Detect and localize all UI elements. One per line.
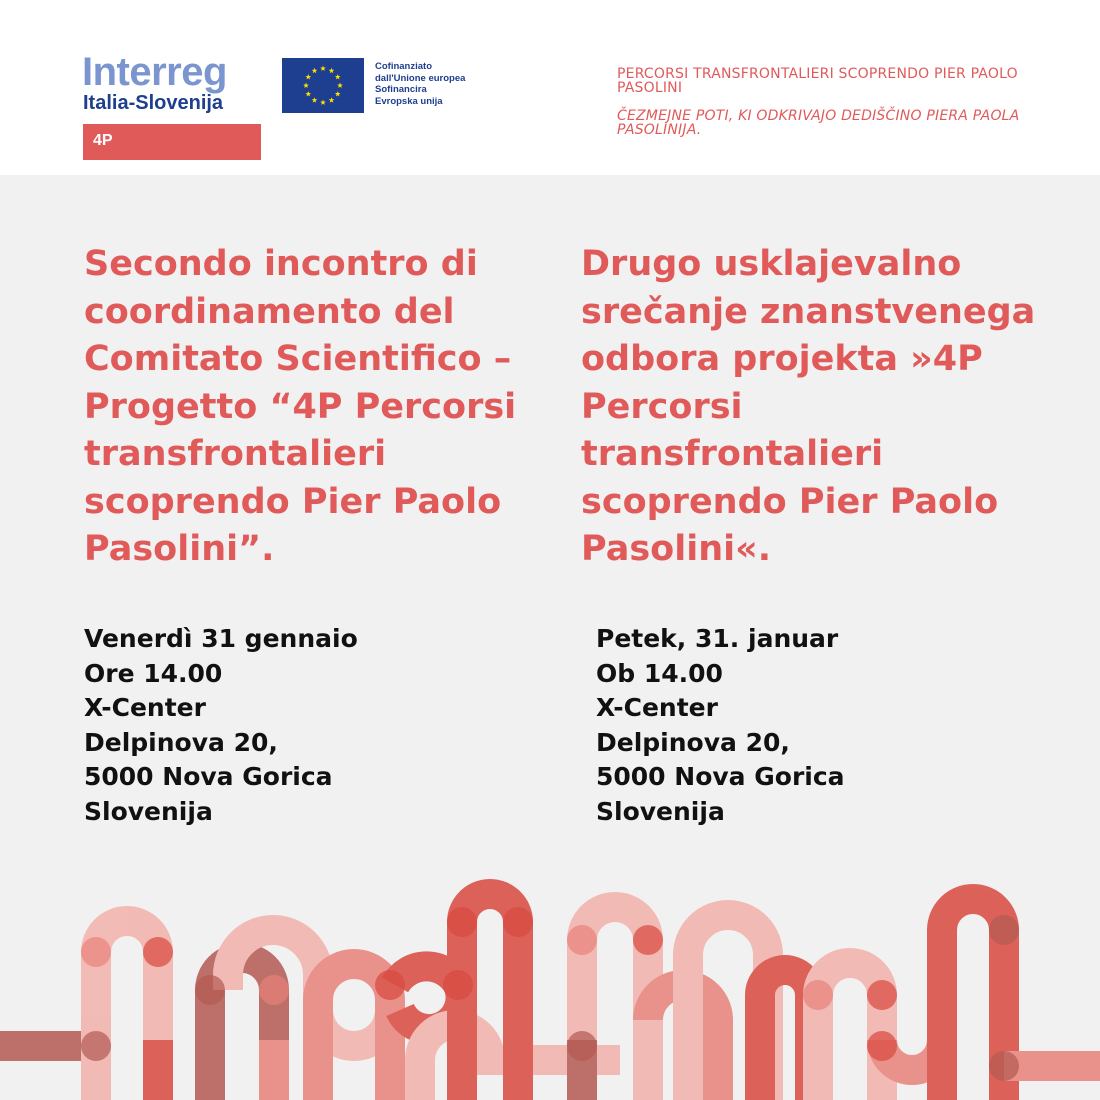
event-date: Venerdì 31 gennaio xyxy=(84,624,358,653)
event-time: Ob 14.00 xyxy=(596,658,723,688)
winding-path-graphic xyxy=(0,860,1100,1100)
path-segment xyxy=(760,970,810,1100)
event-title-italian: Secondo incontro di coordinamento del Comitato Scientifico – Progetto “4P Percorsi transfrontalieri scoprendo Pier Paolo Pasolini”. xyxy=(84,244,517,569)
eu-line: Cofinanziato xyxy=(375,61,432,72)
eu-line: Evropska unija xyxy=(375,95,443,107)
event-details-slovenian xyxy=(596,622,1056,829)
event-country: Slovenija xyxy=(84,796,213,826)
project-title-italian: PERCORSI TRANSFRONTALIERI SCOPRENDO PIER PAOLO PASOLINI xyxy=(617,66,1018,96)
eu-cofunding-text xyxy=(375,61,465,107)
event-city: 5000 Nova Gorica xyxy=(84,762,333,791)
event-street: Delpinova 20, xyxy=(84,727,278,757)
header xyxy=(0,0,1100,175)
project-badge-label: 4P xyxy=(93,132,113,149)
event-details-italian xyxy=(84,622,544,829)
event-time: Ore 14.00 xyxy=(84,658,223,688)
project-title-slovenian: ČEZMEJNE POTI, KI ODKRIVAJO DEDIŠČINO PIERA PAOLA PASOLINIJA. xyxy=(617,108,1020,138)
event-venue: X-Center xyxy=(596,693,718,722)
interreg-region-label: Italia-Slovenija xyxy=(83,92,224,114)
event-street: Delpinova 20, xyxy=(596,727,790,757)
event-venue: X-Center xyxy=(84,693,206,722)
project-badge xyxy=(83,124,261,160)
event-date: Petek, 31. januar xyxy=(596,624,839,653)
interreg-logo: Interreg xyxy=(82,50,227,94)
event-country: Slovenija xyxy=(596,796,725,826)
event-title-slovenian: Drugo usklajevalno srečanje znanstvenega odbora projekta »4P Percorsi transfrontalieri scoprendo Pier Paolo Pasolini«. xyxy=(581,244,1036,569)
eu-line: dall'Unione europea xyxy=(375,72,466,84)
event-city: 5000 Nova Gorica xyxy=(596,762,845,791)
eu-flag-icon xyxy=(282,58,364,113)
eu-line: Sofinancira xyxy=(375,84,427,95)
